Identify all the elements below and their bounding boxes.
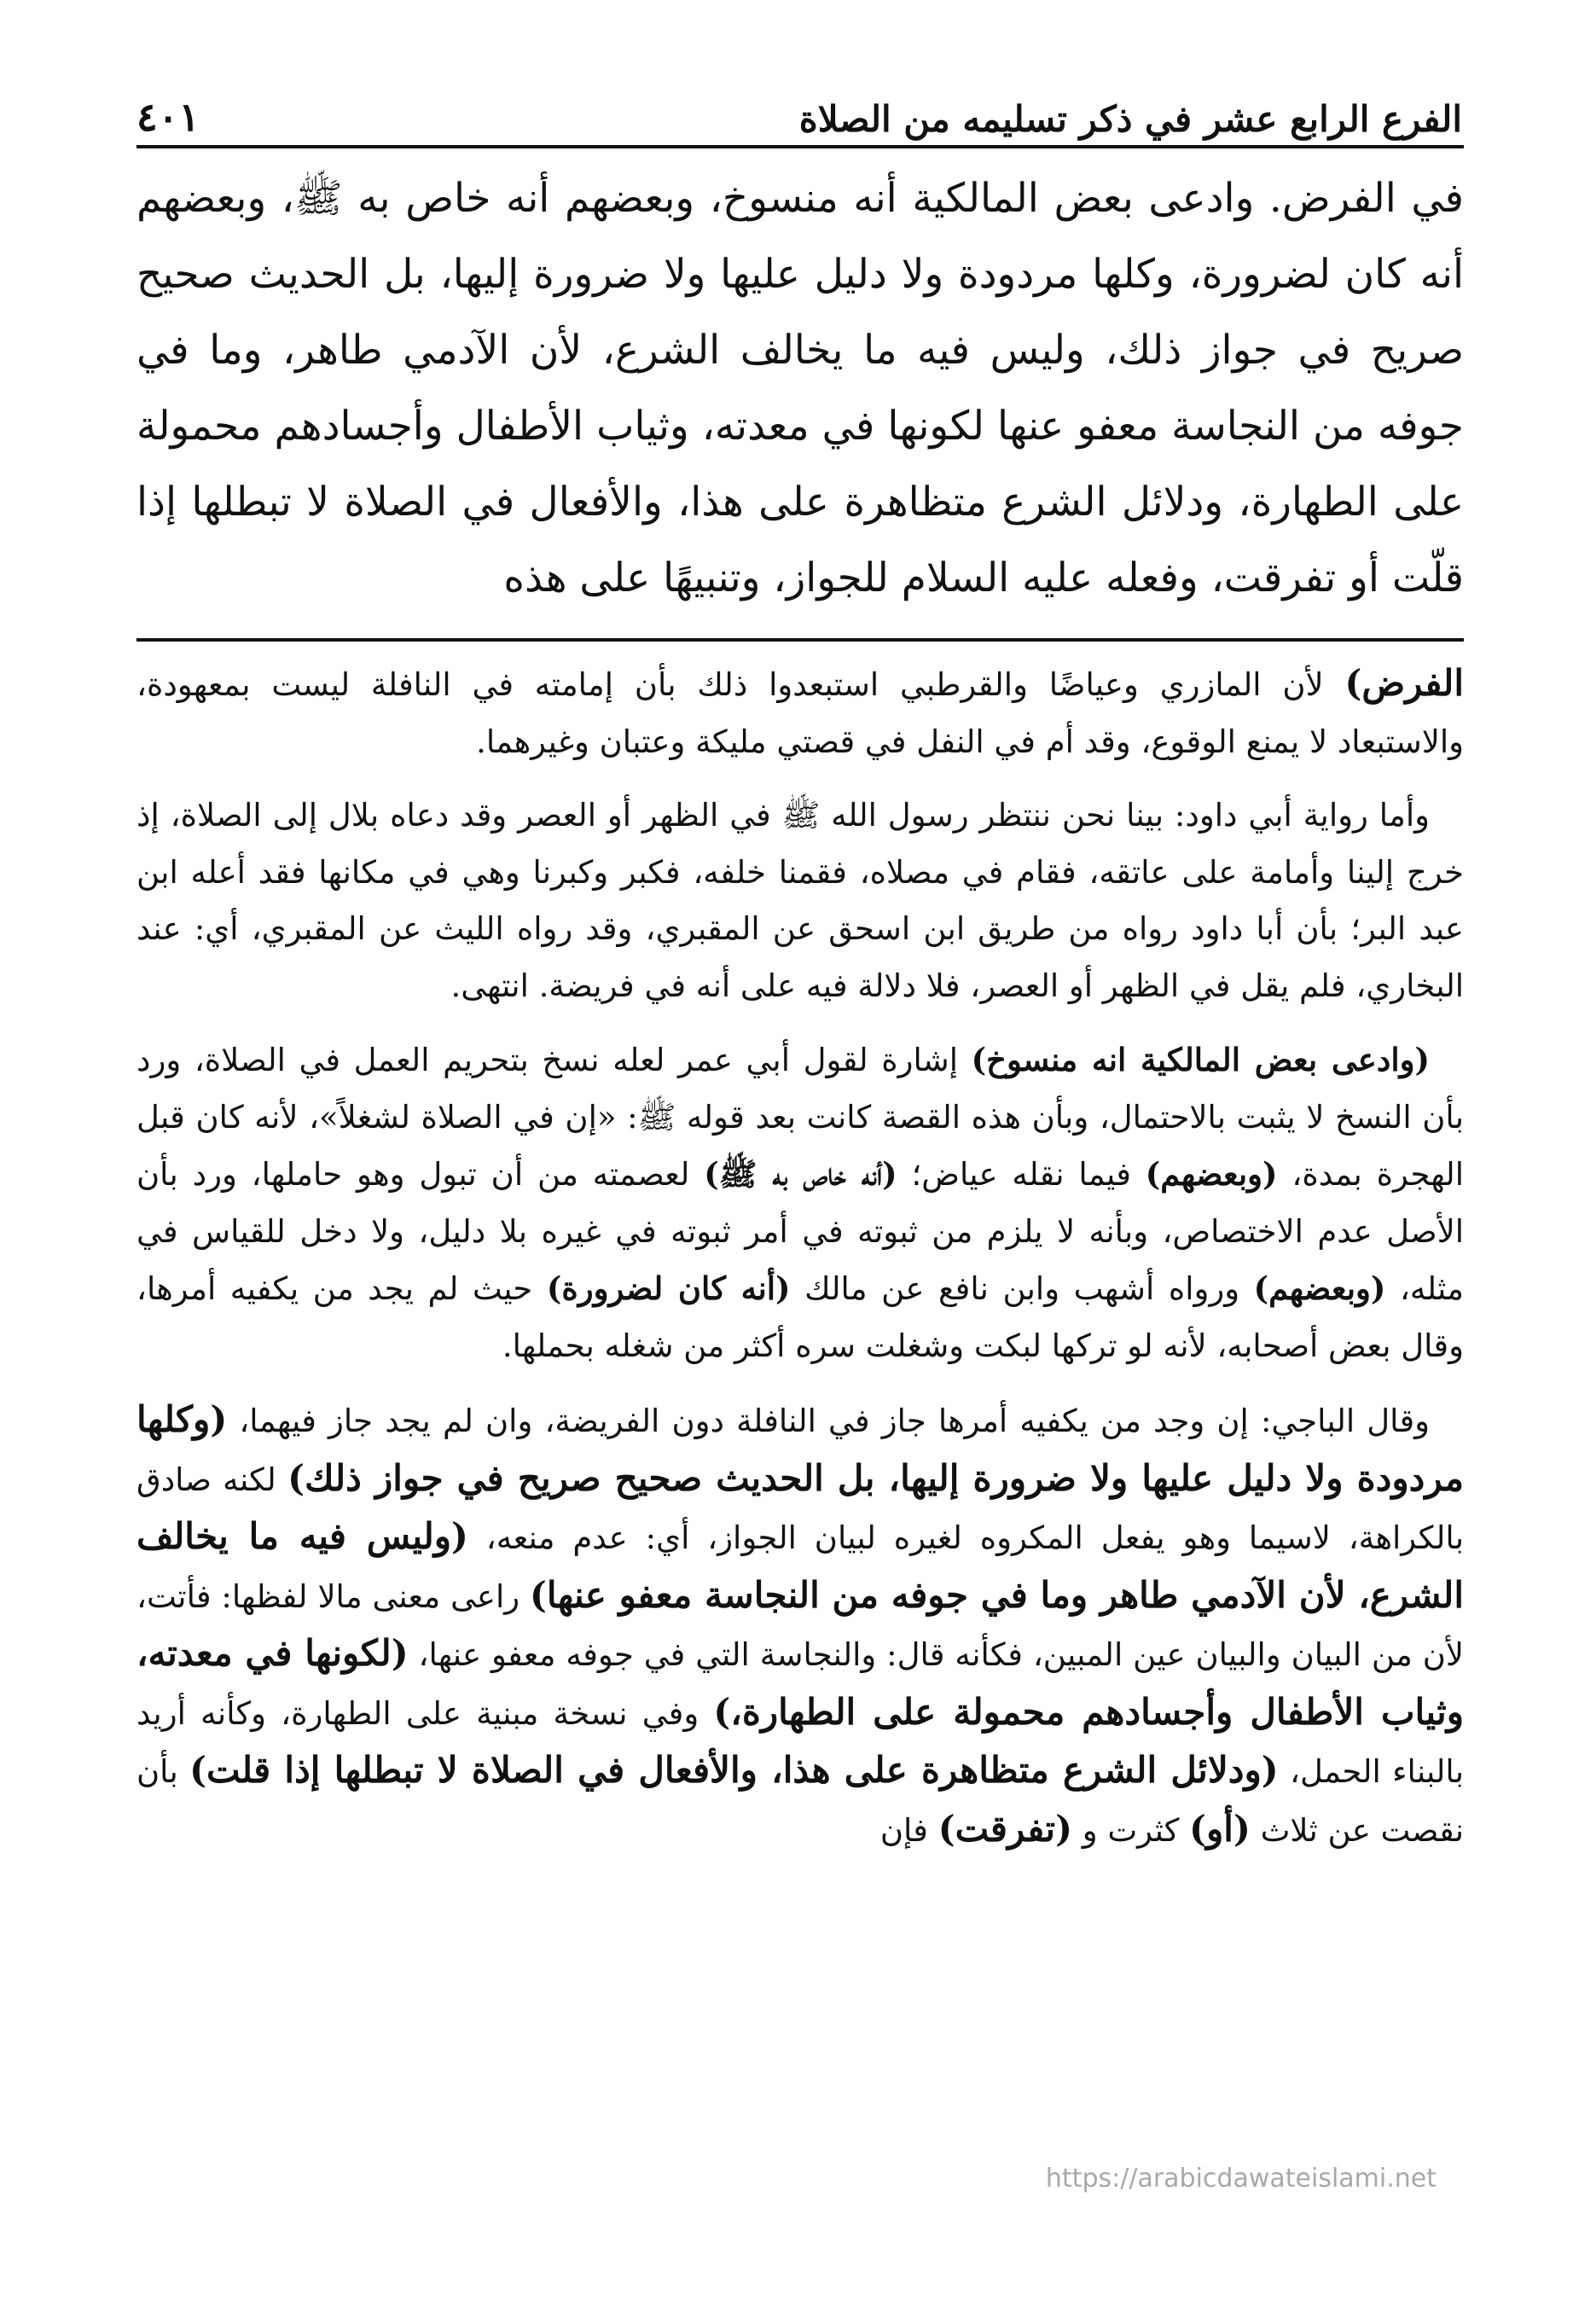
- commentary-text: ورواه أشهب وابن نافع عن مالك: [790, 1270, 1254, 1307]
- commentary-paragraph-2: [136, 787, 1464, 1014]
- quoted-term: (تفرقت): [937, 1807, 1072, 1850]
- quoted-term: (وادعى بعض المالكية انه منسوخ): [971, 1041, 1430, 1078]
- quoted-term: (أو): [1189, 1807, 1251, 1850]
- quoted-term: (وبعضهم): [1253, 1269, 1386, 1307]
- commentary-text: لعصمته من أن تبول وهو حاملها، ورد بأن الأصل عدم الاختصاص، وبأنه لا يلزم من ثبوته في أمر ثبوته في غيره بلا دليل، ولا دخل للقياس في مثله،: [136, 1156, 1464, 1307]
- commentary-paragraph-1: [136, 655, 1464, 770]
- main-text: في الفرض. وادعى بعض المالكية أنه منسوخ، وبعضهم أنه خاص به ﷺ، وبعضهم أنه كان لضرورة، وكلها مردودة ولا دليل عليها ولا ضرورة إليها، بل الحديث صحيح صريح في جواز ذلك، وليس فيه ما يخالف الشرع، لأن الآدمي طاهر، وما في جوفه من النجاسة معفو عنها لكونها في معدته، وثياب الأطفال وأجسادهم محمولة على الطهارة، ودلائل الشرع متظاهرة على هذا، والأفعال في الصلاة لا تبطلها إذا قلّت أو تفرقت، وفعله عليه السلام للجواز، وتنبيهًا على هذه: [136, 175, 1464, 601]
- quoted-term: الفرض): [1344, 662, 1464, 704]
- commentary-text: وفي نسخة مبنية على الطهارة، وكأنه أريد بالبناء الحمل،: [136, 1694, 1464, 1790]
- footnote-separator-rule: [136, 638, 1464, 642]
- quoted-term: (ودلائل الشرع متظاهرة على هذا، والأفعال في الصلاة لا تبطلها إذا قلت): [189, 1749, 1279, 1791]
- commentary-text: لكنه صادق بالكراهة، لاسيما وهو يفعل المكروه لغيره لبيان الجواز، أي: عدم منعه،: [136, 1461, 1464, 1556]
- commentary-text: راعى معنى مالا لفظها: فأتت، لأن من البيان والبيان عين المبين، فكأنه قال: والنجاسة التي في جوفه معفو عنها،: [136, 1577, 1464, 1673]
- commentary-text: وأما رواية أبي داود: بينا نحن ننتظر رسول الله ﷺ في الظهر أو العصر وقد دعاه بلال إلى الصلاة، إذ خرج إلينا وأمامة على عاتقه، فقام في مصلاه، فقمنا خلفه، فكبر وكبرنا وهي في مكانها فقد أعله ابن عبد البر؛ بأن أبا داود رواه من طريق ابن اسحق عن المقبري، وقد رواه الليث عن المقبري، أي: عند البخاري، فلم يقل في الظهر أو العصر، فلا دلالة فيه على أنه في فريضة. انتهى.: [136, 797, 1464, 1004]
- page-number: ٤٠١: [136, 94, 200, 140]
- quoted-term: (لكونها في معدته، وثياب الأطفال وأجسادهم محمولة على الطهارة،): [136, 1632, 1464, 1733]
- page-header: [136, 72, 1462, 140]
- commentary-paragraph-3: [136, 1031, 1464, 1374]
- quoted-term: (أنه خاص به ﷺ): [704, 1155, 897, 1193]
- commentary-text: فيما نقله عياض؛: [897, 1156, 1146, 1193]
- commentary-text: وقال الباجي: إن وجد من يكفيه أمرها جاز في النافلة دون الفريضة، وان لم يجد جاز فيهما،: [227, 1403, 1430, 1439]
- quoted-term: (وبعضهم): [1145, 1155, 1278, 1193]
- commentary-text: لأن المازري وعياضًا والقرطبي استبعدوا ذلك بأن إمامته في النافلة ليست بمعهودة، والاستبعاد لا يمنع الوقوع، وقد أم في النفل في قصتي مليكة وعتبان وغيرهما.: [136, 666, 1464, 760]
- commentary-text: إشارة لقول أبي عمر لعله نسخ بتحريم العمل في الصلاة، ورد بأن النسخ لا يثبت بالاحتمال، وبأن هذه القصة كانت بعد قوله ﷺ: «إن في الصلاة لشغلاً»، لأنه كان قبل الهجرة بمدة،: [136, 1042, 1464, 1193]
- commentary-text: بأن نقصت عن ثلاث: [136, 1753, 1464, 1849]
- quoted-term: (وكلها مردودة ولا دليل عليها ولا ضرورة إليها، بل الحديث صحيح صريح في جواز ذلك): [136, 1398, 1464, 1499]
- commentary-text: كثرت و: [1071, 1811, 1190, 1849]
- commentary: [136, 655, 1464, 2251]
- running-title: الفرع الرابع عشر في ذكر تسليمه من الصلاة: [798, 98, 1462, 140]
- commentary-text: حيث لم يجد من يكفيه أمرها، وقال بعض أصحابه، لأنه لو تركها لبكت وشغلت سره أكثر من شغله بحملها.: [136, 1270, 1464, 1364]
- header-rule: [136, 145, 1464, 148]
- commentary-text: فإن: [879, 1811, 938, 1849]
- commentary-paragraph-4: [136, 1391, 1464, 1859]
- quoted-term: (أنه كان لضرورة): [546, 1269, 791, 1307]
- source-watermark: https://arabicdawateislami.net: [1045, 2164, 1437, 2193]
- quoted-term: (وليس فيه ما يخالف الشرع، لأن الآدمي طاهر وما في جوفه من النجاسة معفو عنها): [136, 1515, 1464, 1616]
